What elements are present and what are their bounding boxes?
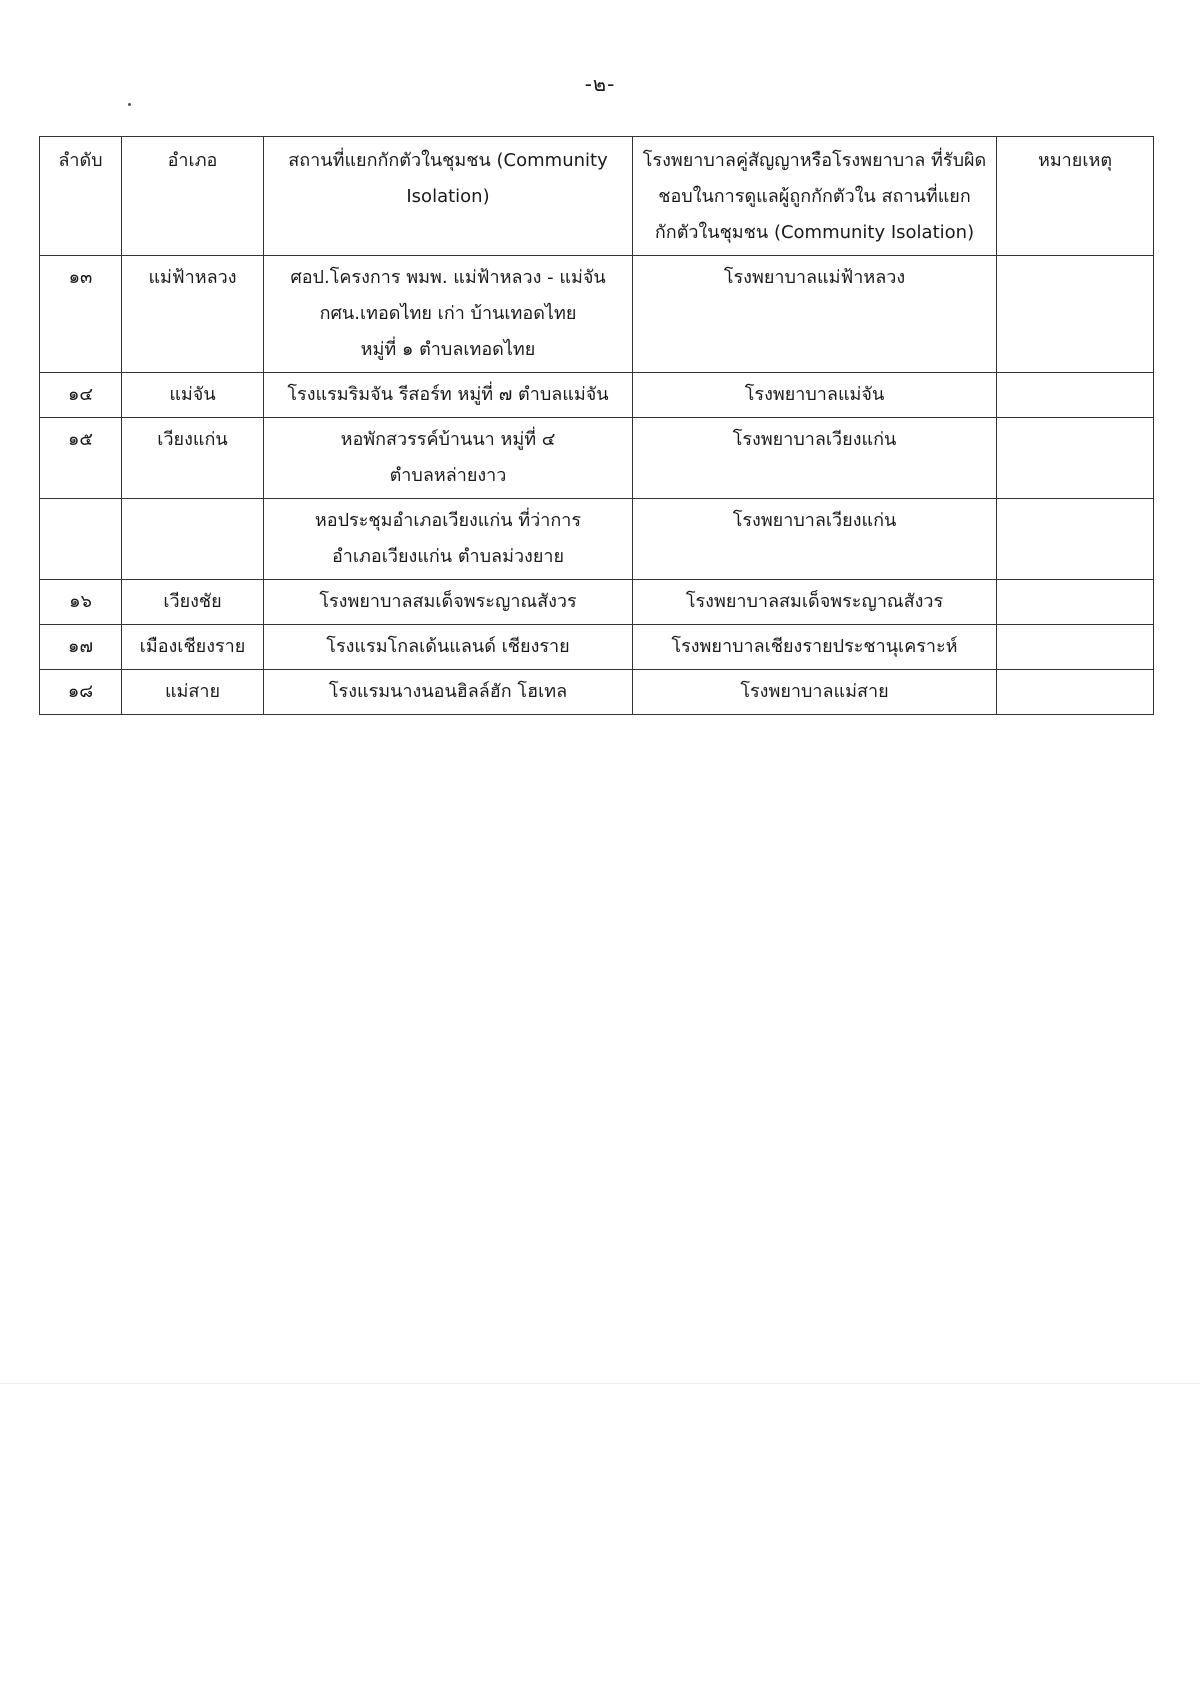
cell-note bbox=[997, 373, 1154, 418]
cell-site bbox=[264, 670, 633, 715]
cell-site-line: โรงพยาบาลสมเด็จพระญาณสังวร bbox=[319, 591, 577, 612]
cell-hospital-line: โรงพยาบาลแม่ฟ้าหลวง bbox=[723, 267, 906, 288]
cell-site bbox=[264, 418, 633, 499]
cell-hospital-line: โรงพยาบาลแม่จัน bbox=[744, 384, 885, 405]
cell-district: เวียงแก่น bbox=[122, 418, 264, 499]
cell-site-line: อำเภอเวียงแก่น ตำบลม่วงยาย bbox=[331, 546, 565, 567]
header-hospital bbox=[633, 137, 997, 256]
cell-hospital bbox=[633, 256, 997, 373]
cell-site-line: ศอป.โครงการ พมพ. แม่ฟ้าหลวง - แม่จัน bbox=[290, 267, 606, 288]
header-district: อำเภอ bbox=[122, 137, 264, 256]
scan-speck bbox=[128, 103, 131, 106]
header-site-line: สถานที่แยกกักตัวในชุมชน bbox=[288, 150, 491, 171]
cell-site bbox=[264, 373, 633, 418]
cell-district: เมืองเชียงราย bbox=[122, 625, 264, 670]
table-row bbox=[40, 580, 1154, 625]
cell-hospital-line: โรงพยาบาลเชียงรายประชานุเคราะห์ bbox=[671, 636, 958, 657]
cell-hospital-line: โรงพยาบาลเวียงแก่น bbox=[732, 429, 897, 450]
cell-site-line: กศน.เทอดไทย เก่า บ้านเทอดไทย bbox=[319, 303, 577, 324]
cell-note bbox=[997, 625, 1154, 670]
cell-district: แม่สาย bbox=[122, 670, 264, 715]
header-note: หมายเหตุ bbox=[997, 137, 1154, 256]
header-hospital-line: ที่รับผิดชอบในการดูแลผู้ถูกกักตัวใน bbox=[658, 150, 987, 207]
table-row bbox=[40, 625, 1154, 670]
cell-site bbox=[264, 625, 633, 670]
header-no: ลำดับ bbox=[40, 137, 122, 256]
cell-site-line: โรงแรมนางนอนฮิลล์ฮัก โฮเทล bbox=[328, 681, 568, 702]
cell-no bbox=[40, 499, 122, 580]
header-hospital-line: (Community Isolation) bbox=[773, 222, 975, 243]
cell-site bbox=[264, 499, 633, 580]
cell-note bbox=[997, 256, 1154, 373]
page-number: -๒- bbox=[584, 72, 616, 96]
cell-hospital bbox=[633, 625, 997, 670]
table-row bbox=[40, 499, 1154, 580]
cell-site-line: หอพักสวรรค์บ้านนา หมู่ที่ ๔ bbox=[340, 429, 556, 450]
cell-site bbox=[264, 580, 633, 625]
cell-no: ๑๗ bbox=[40, 625, 122, 670]
cell-no: ๑๖ bbox=[40, 580, 122, 625]
cell-district: แม่ฟ้าหลวง bbox=[122, 256, 264, 373]
cell-hospital bbox=[633, 373, 997, 418]
table-row bbox=[40, 256, 1154, 373]
cell-no: ๑๓ bbox=[40, 256, 122, 373]
cell-district: เวียงชัย bbox=[122, 580, 264, 625]
cell-site-line: ตำบลหล่ายงาว bbox=[389, 465, 507, 486]
cell-site-line: หอประชุมอำเภอเวียงแก่น ที่ว่าการ bbox=[314, 510, 582, 531]
scan-noise-line bbox=[0, 1383, 1200, 1384]
cell-hospital bbox=[633, 499, 997, 580]
cell-no: ๑๕ bbox=[40, 418, 122, 499]
cell-hospital bbox=[633, 670, 997, 715]
cell-hospital-line: โรงพยาบาลเวียงแก่น bbox=[732, 510, 897, 531]
table-header-row bbox=[40, 137, 1154, 256]
cell-note bbox=[997, 499, 1154, 580]
cell-site-line: โรงแรมริมจัน รีสอร์ท หมู่ที่ ๗ ตำบลแม่จัน bbox=[287, 384, 609, 405]
cell-note bbox=[997, 418, 1154, 499]
cell-no: ๑๔ bbox=[40, 373, 122, 418]
table-row bbox=[40, 418, 1154, 499]
header-hospital-line: สถานที่แยกกักตัวในชุมชน bbox=[654, 186, 971, 243]
cell-site-line: โรงแรมโกลเด้นแลนด์ เชียงราย bbox=[326, 636, 570, 657]
cell-note bbox=[997, 670, 1154, 715]
cell-district: แม่จัน bbox=[122, 373, 264, 418]
cell-no: ๑๘ bbox=[40, 670, 122, 715]
cell-note bbox=[997, 580, 1154, 625]
header-site bbox=[264, 137, 633, 256]
cell-site-line: หมู่ที่ ๑ ตำบลเทอดไทย bbox=[360, 339, 536, 360]
header-site-line: (Community Isolation) bbox=[406, 150, 608, 207]
isolation-sites-table bbox=[39, 136, 1154, 715]
cell-hospital-line: โรงพยาบาลสมเด็จพระญาณสังวร bbox=[685, 591, 944, 612]
cell-hospital bbox=[633, 580, 997, 625]
header-hospital-line: โรงพยาบาลคู่สัญญาหรือโรงพยาบาล bbox=[642, 150, 926, 171]
cell-district bbox=[122, 499, 264, 580]
table-row bbox=[40, 670, 1154, 715]
cell-hospital-line: โรงพยาบาลแม่สาย bbox=[740, 681, 889, 702]
table-row bbox=[40, 373, 1154, 418]
cell-site bbox=[264, 256, 633, 373]
cell-hospital bbox=[633, 418, 997, 499]
